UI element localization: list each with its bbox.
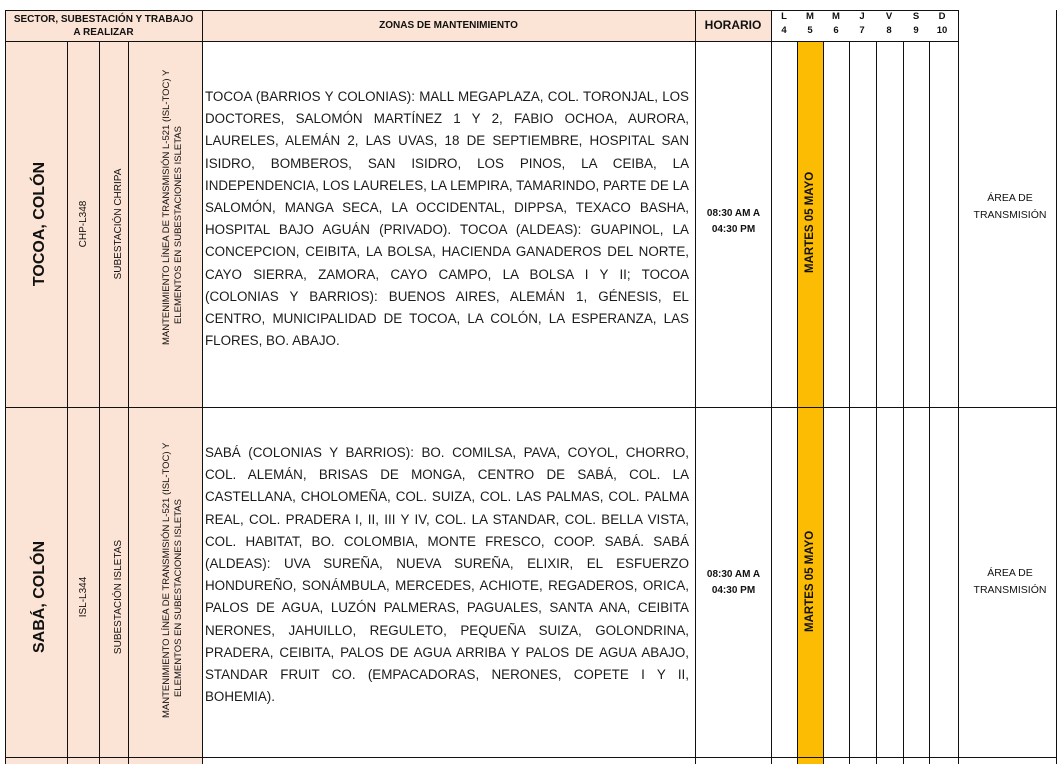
row2-circuit-code: ISL-L344 bbox=[78, 576, 89, 618]
border-col-wed bbox=[823, 41, 824, 764]
day-number: 10 bbox=[936, 25, 948, 36]
day-letter: L bbox=[781, 11, 787, 22]
border-col-sun bbox=[929, 41, 930, 764]
day-letter: M bbox=[806, 11, 814, 22]
border-row1-bottom bbox=[5, 407, 1057, 408]
row1-zones-text: TOCOA (BARRIOS Y COLONIAS): MALL MEGAPLAZA, COL. TORONJAL, LOS DOCTORES, SALOMÓN MARTÍNEZ 1 Y 2, FABIO OCHOA, AURORA, LAURELES, ALEMÁN 2, LAS UVAS, 18 DE SEPTIEMBRE, HOSPITAL SAN ISIDRO, BOMBEROS, SAN ISIDRO, LOS PINOS, LA CEIBA, LA INDEPENDENCIA, LOS LAURELES, LA LEMPIRA, TAMARINDO, PARTE DE LA SALOMÓN, MANGA SECA, LA OCCIDENTAL, DIPPSA, TEXACO BASHA, HOSPITAL BAJO AGUÁN (PRIVADO). TOCOA (ALDEAS): GUAPINOL, LA CONCEPCION, CEIBITA, LA BOLSA, HACIENDA GANADEROS DEL NORTE, CAYO SIERRA, ZAMORA, CAYO CAMPO, LA BOLSA I Y II; TOCOA (COLONIAS Y BARRIOS): BUENOS AIRES, ALEMÁN 1, GÉNESIS, EL CENTRO, MUNICIPALIDAD DE TOCOA, LA COLÓN, LA ESPERANZA, LAS FLORES, BO. ABAJO. bbox=[205, 89, 689, 349]
border-top bbox=[5, 10, 958, 11]
border-col-substation bbox=[99, 41, 100, 764]
border-col-horario bbox=[695, 10, 696, 764]
row1-area bbox=[960, 190, 1060, 224]
border-col-area bbox=[958, 10, 959, 764]
time-start: 08:30 AM A bbox=[706, 569, 761, 580]
row2-schedule bbox=[697, 567, 770, 599]
row1-circuit-code: CHP-L348 bbox=[78, 200, 89, 248]
row2-zones-text: SABÁ (COLONIAS Y BARRIOS): BO. COMILSA, PAVA, COYOL, CHORRO, COL. ALEMÁN, BRISAS DE MONGA, CENTRO DE SABÁ, COL. LA CASTELLANA, CHOLOMEÑA, COL. SUIZA, COL. LAS PALMAS, COL. PALMA REAL, COL. PRADERA I, II, III Y IV, COL. LA STANDAR, COL. BELLA VISTA, COL. HABITAT, BO. COLOMBIA, MONTE FRESCO, COOP. SABÁ. SABÁ (ALDEAS): UVA SUREÑA, NUEVA SUREÑA, ELIXIR, EL ESFUERZO HONDUREÑO, SONÁMBULA, MERCEDES, ACHIOTE, REGADEROS, ORICA, PALOS DE AGUA, LUZÓN PALMERAS, PAGUALES, SANTA ANA, CEIBITA NERONES, JAHUILLO, REGULETO, PEQUEÑA SUIZA, GOLONDRINA, PRADERA, CEIBITA, PALOS DE AGUA ARRIBA Y PALOS DE AGUA ABAJO, STANDAR FRUIT CO. (EMPACADORAS, NERONES, COPETE I Y II, BOHEMIA). bbox=[205, 445, 689, 705]
border-header-bottom bbox=[5, 41, 958, 42]
day-header-sat bbox=[903, 10, 929, 38]
area-line-2: TRANSMISIÓN bbox=[973, 584, 1047, 596]
border-col-fri bbox=[876, 41, 877, 764]
border-left bbox=[5, 10, 6, 764]
border-col-zones bbox=[202, 10, 203, 764]
selected-day-highlight bbox=[797, 41, 823, 764]
day-letter: V bbox=[885, 11, 893, 22]
day-header-fri bbox=[876, 10, 902, 38]
area-line-1: ÁREA DE bbox=[987, 567, 1033, 579]
row1-schedule bbox=[697, 206, 770, 238]
time-end: 04:30 PM bbox=[711, 585, 756, 596]
row1-work-description bbox=[161, 69, 187, 345]
area-line-2: TRANSMISIÓN bbox=[973, 209, 1047, 221]
day-number: 9 bbox=[913, 25, 919, 36]
day-header-mon bbox=[771, 10, 797, 38]
border-row2-bottom bbox=[5, 757, 1057, 758]
row2-sector: SABÁ, COLÓN bbox=[31, 541, 48, 653]
row1-substation: SUBESTACIÓN CHRIPA bbox=[113, 168, 124, 280]
row1-sector: TOCOA, COLÓN bbox=[31, 161, 48, 287]
row2-date: MARTES 05 MAYO bbox=[804, 530, 816, 632]
work-line-2: ELEMENTOS EN SUBESTACIONES ISLETAS bbox=[173, 126, 184, 324]
border-col-tue bbox=[797, 41, 798, 764]
border-col-thu bbox=[849, 41, 850, 764]
header-zonas-label: ZONAS DE MANTENIMIENTO bbox=[379, 20, 518, 31]
day-header-sun bbox=[929, 10, 955, 38]
day-number: 7 bbox=[859, 25, 865, 36]
header-horario-label: HORARIO bbox=[704, 18, 762, 32]
header-sector-label: SECTOR, SUBESTACIÓN Y TRABAJO A REALIZAR bbox=[13, 13, 194, 38]
day-header-thu bbox=[849, 10, 875, 38]
row1-date: MARTES 05 MAYO bbox=[804, 171, 816, 273]
row3-left-bg bbox=[5, 757, 202, 764]
day-header-tue bbox=[797, 10, 823, 38]
row2-substation: SUBESTACIÓN ISLETAS bbox=[113, 539, 124, 655]
border-col-sat bbox=[903, 41, 904, 764]
time-start: 08:30 AM A bbox=[706, 208, 761, 219]
day-number: 8 bbox=[886, 25, 892, 36]
border-col-mon bbox=[771, 10, 772, 764]
day-letter: D bbox=[938, 11, 946, 22]
border-right bbox=[1056, 10, 1057, 764]
work-line-1: MANTENIMIENTO LÍNEA DE TRANSMISIÓN L-521 (ISL-TOC) Y bbox=[161, 69, 172, 345]
day-number: 4 bbox=[781, 25, 787, 36]
day-letter: J bbox=[859, 11, 865, 22]
time-end: 04:30 PM bbox=[711, 224, 756, 235]
day-number: 6 bbox=[833, 25, 839, 36]
day-letter: S bbox=[912, 11, 920, 22]
work-line-2: ELEMENTOS EN SUBESTACIONES ISLETAS bbox=[173, 499, 184, 697]
row2-work-description bbox=[161, 442, 187, 718]
row2-area bbox=[960, 565, 1060, 599]
border-col-work bbox=[128, 41, 129, 764]
day-header-wed bbox=[823, 10, 849, 38]
border-col-code bbox=[67, 41, 68, 764]
work-line-1: MANTENIMIENTO LÍNEA DE TRANSMISIÓN L-521 (ISL-TOC) Y bbox=[161, 442, 172, 718]
day-number: 5 bbox=[807, 25, 813, 36]
day-letter: M bbox=[832, 11, 840, 22]
area-line-1: ÁREA DE bbox=[987, 192, 1033, 204]
